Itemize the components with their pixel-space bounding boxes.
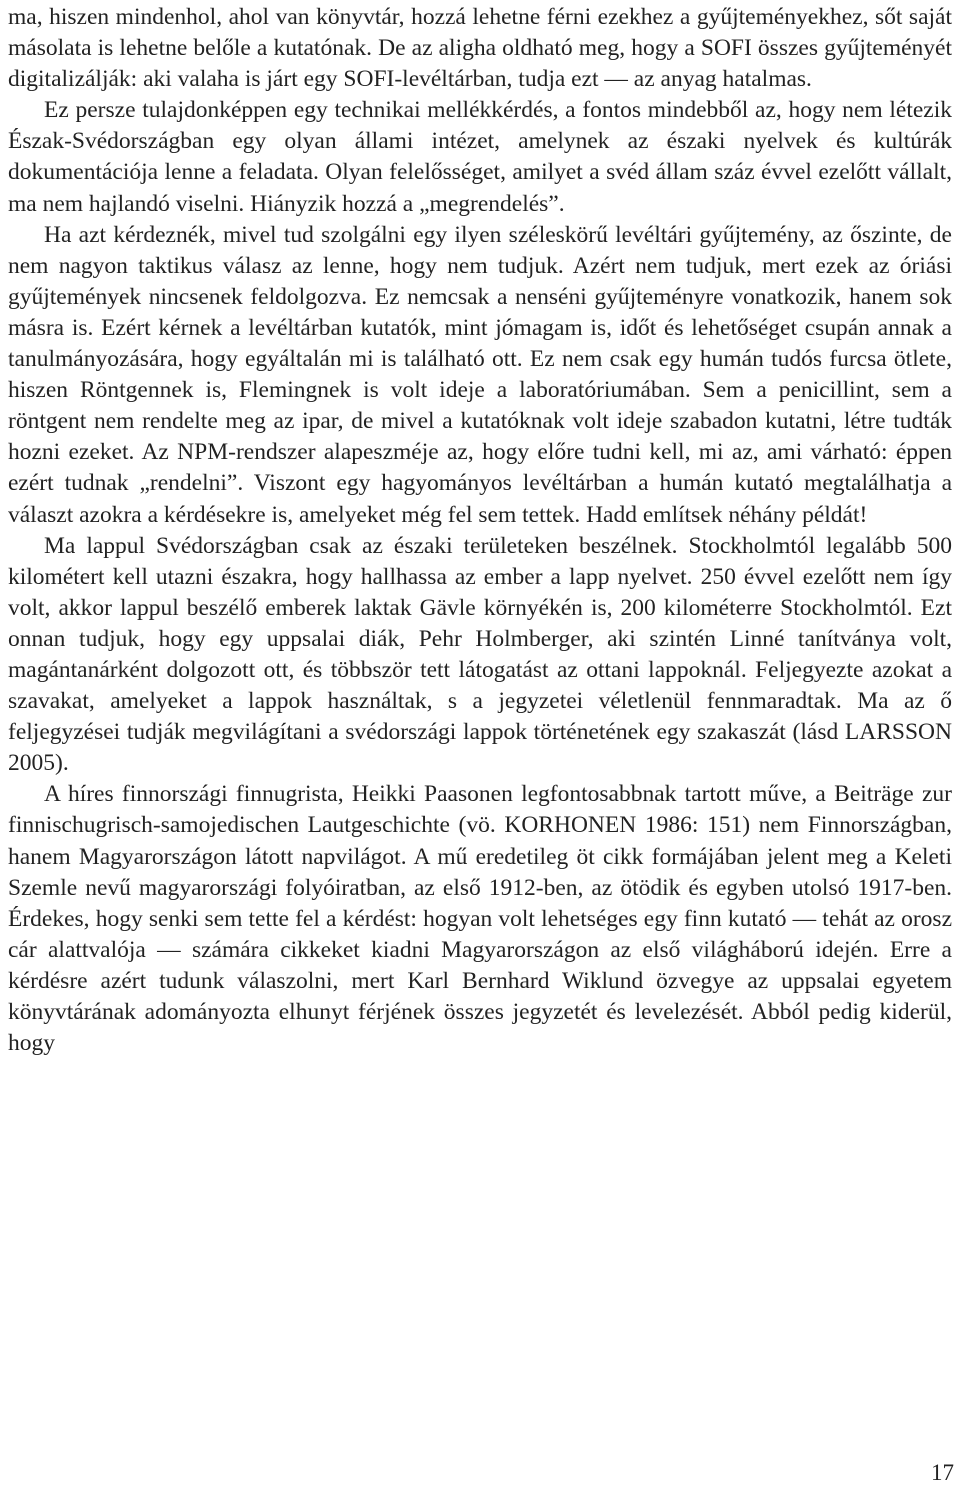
paragraph-3: Ha azt kérdeznék, mivel tud szolgálni egy ilyen széleskörű levéltári gyűjtemény, az őszinte, de nem nagyon taktikus válasz az lenne, hogy nem tudjuk. Azért nem tudjuk, mert ezek az óriási gyűjtemények nincsenek feldolgozva. Ez nemcsak a nenséni gyűjteményre vonatkozik, hanem sok másra is. Ezért kérnek a levéltárban kutatók, mint jómagam is, időt és lehetőséget csupán annak a tanulmányozására, hogy egyáltalán mi is található ott. Ez nem csak egy humán tudós furcsa ötlete, hiszen Röntgennek is, Flemingnek is volt ideje a laboratóriumában. Sem a penicillint, sem a röntgent nem rendelte meg az ipar, de mivel a kutatóknak volt ideje szabadon kutatni, létre tudták hozni ezeket. Az NPM-rendszer alapeszméje az, hogy előre tudni kell, mi az, ami várható: éppen ezért tudnak „rendelni”. Viszont egy hagyományos levéltárban a humán kutató megtalálhatja a választ azokra a kérdésekre is, amelyeket még fel sem tettek. Hadd említsek néhány példát! xyxy=(8,221,952,528)
paragraph-1: ma, hiszen mindenhol, ahol van könyvtár, hozzá lehetne férni ezekhez a gyűjteményekhez, sőt saját másolata is lehetne belőle a kutatónak. De az aligha oldható meg, hogy a SOFI összes gyűjteményét digitalizálják: aki valaha is járt egy SOFI-levéltárban, tudja ezt — az anyag hatalmas. xyxy=(8,4,952,93)
paragraph-2: Ez persze tulajdonképpen egy technikai mellékkérdés, a fontos mindebből az, hogy nem létezik Észak-Svédországban egy olyan állami intézet, amelynek az északi nyelvek és kultúrák dokumentációja lenne a feladata. Olyan felelősséget, amilyet a svéd állam száz évvel ezelőtt vállalt, ma nem hajlandó viselni. Hiányzik hozzá a „megrendelés”. xyxy=(8,97,952,217)
page-number: 17 xyxy=(931,1460,954,1485)
paragraph-4: Ma lappul Svédországban csak az északi területeken beszélnek. Stockholmtól legalább 500 kilométert kell utazni északra, hogy hallhassa az ember a lapp nyelvet. 250 évvel ezelőtt nem így volt, akkor lappul beszélő emberek laktak Gävle környékén is, 200 kilométerre Stockholmtól. Ezt onnan tudjuk, hogy egy uppsalai diák, Pehr Holmberger, aki szintén Linné tanítványa volt, magántanárként dolgozott ott, és többször tett látogatást az ottani lappoknál. Feljegyezte azokat a szavakat, amelyeket a lappok használtak, s a jegyzetei véletlenül fennmaradtak. Ma az ő feljegyzései tudják megvilágítani a svédországi lappok történetének egy szakaszát (lásd LARSSON 2005). xyxy=(8,532,952,777)
body-text xyxy=(8,2,952,1059)
paragraph-5: A híres finnországi finnugrista, Heikki Paasonen legfontosabbnak tartott műve, a Beiträge zur finnischugrisch-samojedischen Lautgeschichte (vö. KORHONEN 1986: 151) nem Finnországban, hanem Magyarországon látott napvilágot. A mű eredetileg öt cikk formájában jelent meg a Keleti Szemle nevű magyarországi folyóiratban, az első 1912-ben, az ötödik és egyben utolsó 1917-ben. Érdekes, hogy senki sem tette fel a kérdést: hogyan volt lehetséges egy finn kutató — tehát az orosz cár alattvalója — számára cikkeket kiadni Magyarországon az első világháború idején. Erre a kérdésre azért tudunk válaszolni, mert Karl Bernhard Wiklund özvegye az uppsalai egyetem könyvtárának adományozta elhunyt férjének összes jegyzetét és levelezését. Abból pedig kiderül, hogy xyxy=(8,781,952,1057)
